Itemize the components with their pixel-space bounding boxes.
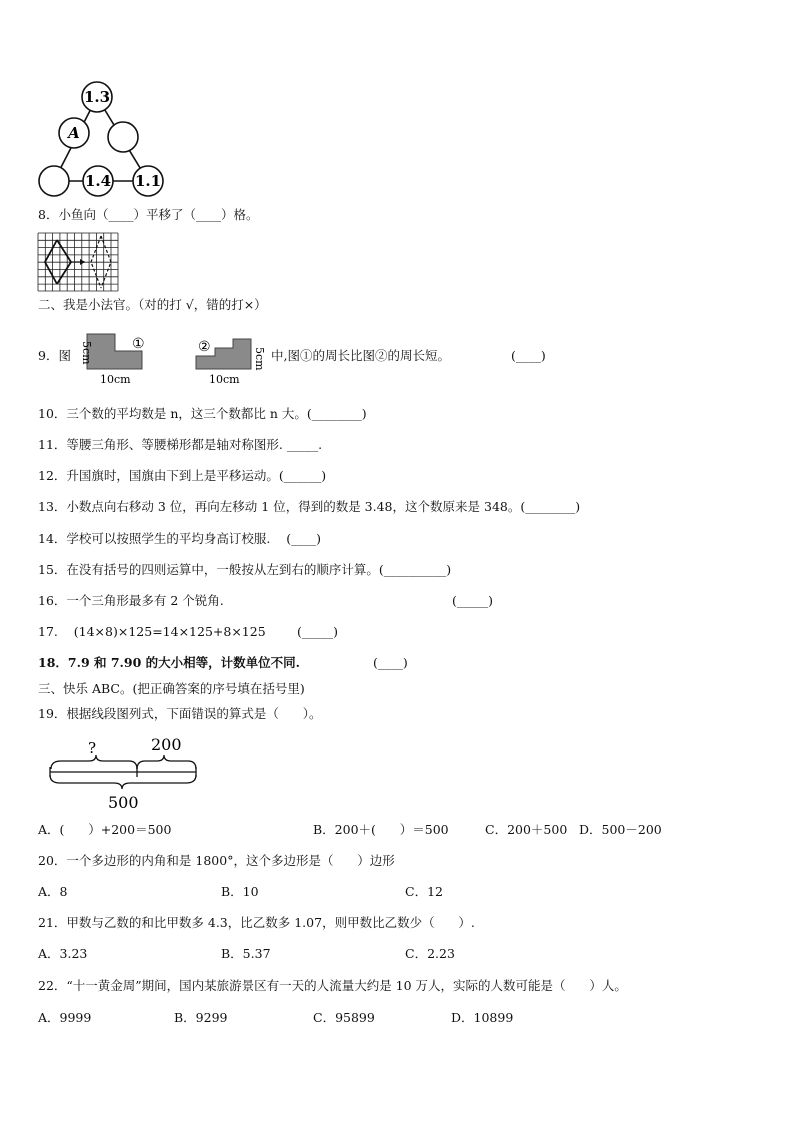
question-18: 18．7.9 和 7.90 的大小相等，计数单位不同. [38, 655, 300, 670]
q9-figure-1 [70, 331, 160, 387]
triangle-bottom-right-value: 1.1 [134, 172, 162, 190]
question-17: 17. (14×8)×125=14×125+8×125 [38, 624, 266, 639]
q19-option-c: C．200＋500 [485, 822, 568, 837]
q22-option-b: B．9299 [174, 1010, 228, 1025]
question-10: 10．三个数的平均数是 n，这三个数都比 n 大。(________) [38, 406, 367, 421]
question-17-blank: (_____) [297, 624, 339, 639]
q9-fig2-width: 10cm [209, 373, 240, 386]
section-2-heading: 二、我是小法官。（对的打 √，错的打×） [38, 297, 267, 312]
q19-option-d: D．500－200 [579, 822, 662, 837]
q9-fig1-width: 10cm [100, 373, 131, 386]
q21-option-b: B．5.37 [221, 946, 271, 961]
q19-option-b: B．200＋( ）＝500 [313, 822, 449, 837]
q22-option-c: C．95899 [313, 1010, 375, 1025]
q20-option-a: A．8 [38, 884, 68, 899]
q20-option-c: C．12 [405, 884, 443, 899]
question-12: 12．升国旗时，国旗由下到上是平移运动。(______) [38, 468, 327, 483]
q19-option-a: A．( ）+200＝500 [38, 822, 172, 837]
segment-total-label: 500 [108, 793, 139, 812]
question-15: 15．在没有括号的四则运算中，一般按从左到右的顺序计算。(__________) [38, 562, 452, 577]
q9-fig2-height: 5cm [253, 347, 266, 371]
segment-part-label: 200 [151, 735, 182, 754]
question-13: 13．小数点向右移动 3 位，再向左移动 1 位，得到的数是 3.48，这个数原来是 348。(________) [38, 499, 581, 514]
question-16-blank: (_____) [452, 593, 494, 608]
question-8: 8．小鱼向（____）平移了（____）格。 [38, 207, 259, 222]
question-9-text: 中,图①的周长比图②的周长短。 [271, 348, 450, 363]
fish-grid-figure [37, 232, 119, 292]
q9-figure-2 [193, 331, 273, 387]
circle-triangle-figure [36, 80, 166, 198]
question-9-number: 9．图 [38, 348, 71, 363]
q20-option-b: B．10 [221, 884, 259, 899]
triangle-top-value: 1.3 [83, 88, 111, 106]
triangle-left-label: A [68, 124, 80, 142]
question-16: 16．一个三角形最多有 2 个锐角. [38, 593, 224, 608]
segment-unknown-label: ? [88, 739, 97, 757]
q9-fig1-mark: ① [132, 336, 145, 352]
q22-option-a: A．9999 [38, 1010, 92, 1025]
question-18-blank: (____) [373, 655, 408, 670]
question-19: 19．根据线段图列式，下面错误的算式是（ ）。 [38, 706, 322, 721]
question-11: 11．等腰三角形、等腰梯形都是轴对称图形. _____. [38, 437, 323, 452]
q9-fig2-mark: ② [198, 339, 211, 355]
question-22: 22．“十一黄金周”期间，国内某旅游景区有一天的人流量大约是 10 万人，实际的人数可能是（ ）人。 [38, 978, 627, 993]
q21-option-c: C．2.23 [405, 946, 455, 961]
question-14: 14．学校可以按照学生的平均身高订校服. (____) [38, 531, 322, 546]
q22-option-d: D．10899 [451, 1010, 514, 1025]
section-3-heading: 三、快乐 ABC。(把正确答案的序号填在括号里) [38, 681, 305, 696]
question-20: 20．一个多边形的内角和是 1800°，这个多边形是（ ）边形 [38, 853, 395, 868]
q21-option-a: A．3.23 [38, 946, 88, 961]
question-21: 21．甲数与乙数的和比甲数多 4.3，比乙数多 1.07，则甲数比乙数少（ ）. [38, 915, 475, 930]
triangle-bottom-mid-value: 1.4 [84, 172, 112, 190]
q9-fig1-height: 5cm [80, 341, 93, 365]
segment-diagram [44, 733, 204, 813]
question-9-blank: (____) [511, 348, 546, 363]
